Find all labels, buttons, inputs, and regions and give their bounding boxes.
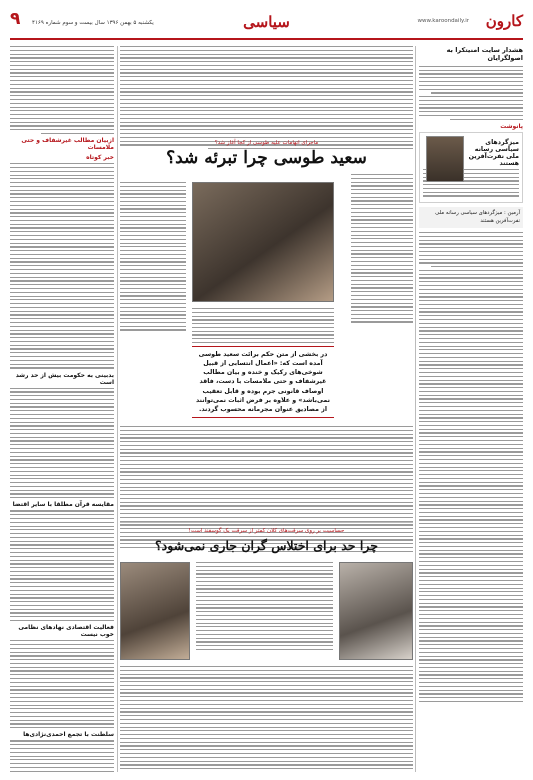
left-headline: ازبیان مطالب غیرشفاف و حتی ملامسات	[21, 137, 114, 152]
box-note: آرمین : میزگردهای سیاسی رسانه ملی نفرت‌آفرین هستند	[419, 207, 523, 228]
brief-headline-3: فعالیت اقتصادی نهادهای نظامی خوب نیست	[18, 624, 114, 639]
article-body	[196, 562, 333, 653]
cleric-photo	[339, 562, 413, 660]
pull-quote-text: در بخشی از متن حکم برائت سعید طوسی آمده است که: «اعمال انتسابی از قبیل شوخی‌های رکیک و خنده و بیان مطالب غیرشفاف و حتی ملامسات با دست، فاقد اوصاف قانونی جرم بوده و قابل تعقیب نمی‌باشد» و علاوه بر فرض اثبات نمی‌توانند از مصادیق عنوان مجرمانه محسوب گردند.	[196, 351, 330, 413]
article-body	[10, 740, 114, 772]
center-column	[120, 46, 413, 772]
pull-quote	[192, 346, 334, 418]
article-body-lower	[120, 426, 413, 555]
feature-box	[419, 132, 523, 203]
newspaper-logo: کارون	[485, 12, 523, 30]
left-column	[10, 46, 114, 772]
column-divider	[117, 46, 118, 772]
second-kicker: حساسیت بر روی سرقت‌های کلان کمتر از سرقت یک گوسفند است!	[188, 528, 345, 534]
lead-text	[351, 174, 413, 325]
article-body	[120, 666, 413, 772]
right-headline: هشدار سایت امنیتکرا به اصولگرایان	[446, 46, 523, 63]
page-number: ۹	[10, 9, 21, 29]
article-body-top	[120, 46, 413, 152]
article-body	[10, 510, 114, 621]
article-body	[419, 232, 523, 702]
main-headline: سعید طوسی چرا تبرئه شد؟	[166, 148, 367, 168]
article-body	[10, 163, 114, 368]
section-title: سیاسی	[243, 13, 290, 31]
article-body	[10, 388, 114, 499]
masthead	[10, 9, 523, 40]
column-divider	[415, 46, 416, 772]
issue-info: یکشنبه ۵ بهمن ۱۳۹۶ سال بیست و سوم شماره ۴۱۶۹	[32, 20, 154, 26]
right-column	[419, 46, 523, 772]
news-brief-header: خبر کوتاه	[86, 154, 114, 162]
brief-headline-1: بدبینی به حکومت بیش از حد رشد است	[15, 371, 114, 386]
website-url: www.karoondaily.ir	[417, 18, 469, 24]
saeed-tousi-photo	[192, 182, 334, 302]
article-body	[10, 640, 114, 728]
official-photo	[120, 562, 190, 660]
story-separator	[120, 522, 413, 523]
article-body	[120, 182, 186, 333]
article-body	[419, 66, 523, 120]
box-kicker: پانوشت	[500, 123, 523, 130]
second-headline: چرا حد برای اختلاس گران جاری نمی‌شود؟	[155, 538, 378, 553]
article-body	[10, 46, 114, 134]
brief-headline-4: سلطنت با تجمع احمدی‌نژادی‌ها	[23, 731, 114, 739]
brief-headline-2: مقایسه قرآن مطلقا با سایر اقتضا	[12, 501, 114, 509]
main-kicker: ماجرای اتهامات علیه طوسی از کجا آغاز شد؟	[214, 140, 319, 146]
portrait-photo	[426, 136, 464, 182]
box-title: میزگردهای سیاسی رسانه ملی نفرت‌آفرین هستند	[468, 139, 519, 167]
